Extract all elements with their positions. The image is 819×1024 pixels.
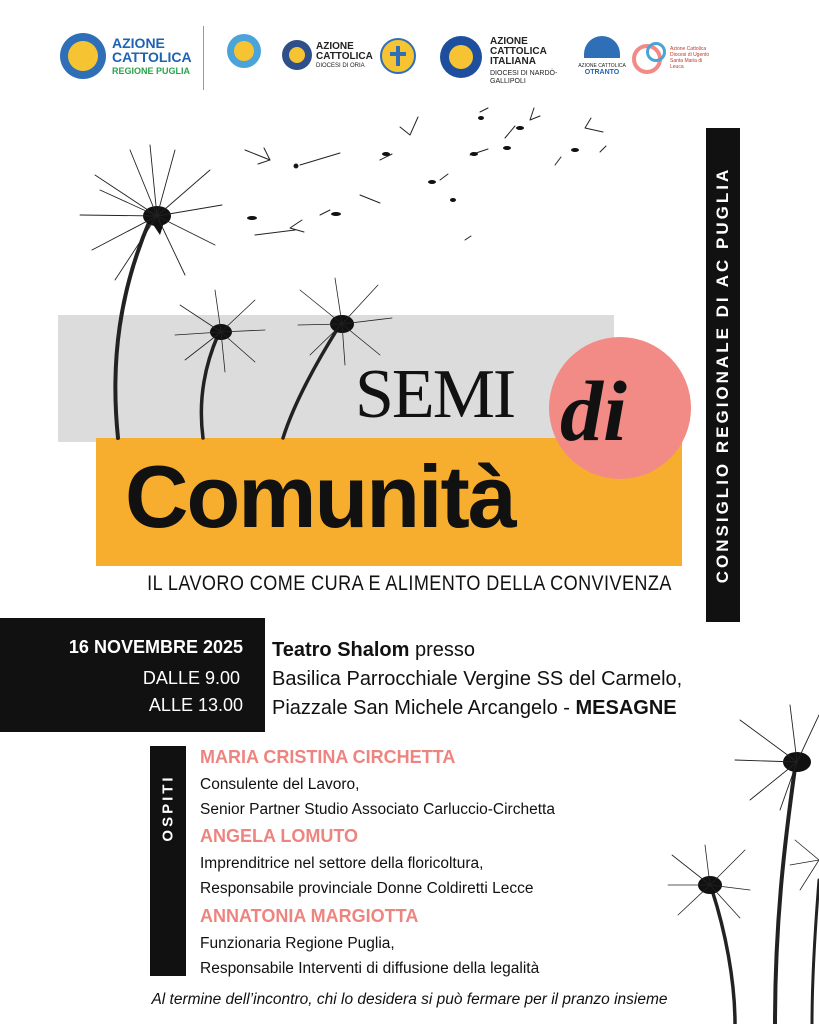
event-date: 16 NOVEMBRE 2025 (68, 637, 243, 657)
logo-text: AZIONE (112, 35, 165, 51)
venue-line3: Piazzale San Michele Arcangelo - (272, 697, 576, 719)
logo-text: ITALIANA (490, 56, 536, 67)
guest-name: ANNATONIA MARGIOTTA (200, 906, 419, 926)
ospiti-label-bar (150, 746, 186, 976)
title-semi: SEMI (355, 356, 515, 433)
logo-text: CATTOLICA (490, 46, 547, 57)
logo-text: Azione Cattolica (670, 46, 707, 52)
logo-text: CATTOLICA (316, 51, 373, 62)
footer-note: Al termine dell’incontro, chi lo desidera si può fermare per il pranzo insieme (151, 991, 668, 1008)
dandelion-icon (175, 290, 265, 438)
guest-role: Responsabile provinciale Donne Coldiretti Lecce (200, 880, 534, 897)
title-di: di (560, 363, 627, 459)
guest-role: Responsabile Interventi di diffusione della legalità (200, 960, 540, 977)
venue-presso: presso (409, 639, 476, 661)
vertical-banner (706, 128, 740, 622)
guest-role: Consulente del Lavoro, (200, 776, 360, 793)
logo-text: Santa Maria di Leuca (670, 58, 703, 70)
guest-role: Imprenditrice nel settore della floricoltura, (200, 855, 484, 872)
logo-text: DIOCESI DI ORIA (316, 63, 365, 69)
guest-name: ANGELA LOMUTO (200, 826, 358, 846)
dandelion-icon (735, 705, 819, 1024)
title-comunita: Comunità (125, 447, 515, 546)
venue-name: Teatro Shalom (272, 639, 410, 661)
seed-icon (245, 108, 606, 240)
subtitle: IL LAVORO COME CURA E ALIMENTO DELLA CONVIVENZA (147, 572, 672, 595)
logo-text: REGIONE PUGLIA (112, 66, 191, 76)
guest-role: Senior Partner Studio Associato Carluccio-Circhetta (200, 801, 555, 818)
logo-text: AZIONE CATTOLICA (578, 63, 626, 69)
logo-text: AZIONE (316, 41, 354, 52)
date-block (0, 618, 265, 732)
event-end-time: ALLE 13.00 (148, 695, 243, 715)
venue-info (272, 636, 682, 723)
vertical-banner-text: CONSIGLIO REGIONALE DI AC PUGLIA (713, 166, 732, 584)
guest-role: Funzionaria Regione Puglia, (200, 935, 395, 952)
logo-text: DIOCESI DI NARDÒ-GALLIPOLI (490, 70, 558, 85)
logo-text: AZIONE (490, 36, 528, 47)
guest-name: MARIA CRISTINA CIRCHETTA (200, 747, 456, 767)
venue-city: MESAGNE (575, 697, 677, 719)
logo-text: OTRANTO (584, 69, 620, 76)
ospiti-label: OSPITI (159, 774, 177, 842)
logo-text: CATTOLICA (112, 49, 192, 65)
logo-text: Diocesi di Ugento (670, 52, 710, 58)
event-start-time: DALLE 9.00 (142, 668, 240, 688)
venue-line2: Basilica Parrocchiale Vergine SS del Carmelo, (272, 668, 683, 690)
